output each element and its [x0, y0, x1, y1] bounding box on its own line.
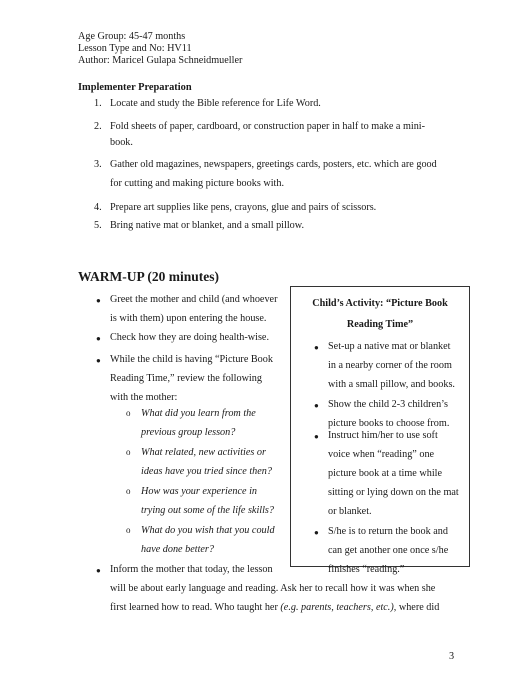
item-text-line: Fold sheets of paper, cardboard, or construction paper in half to make a mini-: [110, 121, 426, 132]
question-line: trying out some of the life skills?: [141, 505, 274, 516]
activity-line: in a nearby corner of the room: [328, 360, 452, 371]
sub-bullet-icon: o: [126, 486, 131, 496]
activity-line: sitting or lying down on the mat: [328, 487, 459, 498]
bullet-text-line: Greet the mother and child (and whoever: [110, 294, 278, 305]
activity-line: Instruct him/her to use soft: [328, 430, 438, 441]
activity-title-line: Reading Time”: [346, 319, 414, 330]
question-line: ideas have you tried since then?: [141, 466, 272, 477]
bullet-text-line: Inform the mother that today, the lesson: [110, 564, 273, 575]
page-number: 3: [449, 651, 455, 662]
question-line: What do you wish that you could: [141, 525, 275, 536]
activity-line: with a small pillow, and books.: [328, 379, 455, 390]
activity-line: Show the child 2-3 children’s: [328, 399, 448, 410]
author: Author: Maricel Gulapa Schneidmueller: [78, 55, 243, 66]
item-number: 4.: [94, 202, 102, 213]
activity-line: can get another one once s/he: [328, 545, 449, 556]
bullet-icon: ●: [314, 401, 319, 410]
bullet-icon: ●: [314, 343, 319, 352]
question-line: What did you learn from the: [141, 408, 256, 419]
child-activity-box: [290, 286, 470, 575]
item-number: 1.: [94, 98, 102, 109]
activity-line: voice when “reading” one: [328, 449, 435, 460]
sub-bullet-icon: o: [126, 447, 131, 457]
activity-line: Set-up a native mat or blanket: [328, 341, 451, 352]
bullet-text: Check how they are doing health-wise.: [110, 332, 269, 343]
question-line: previous group lesson?: [141, 427, 236, 438]
text-segment: first learned how to read. Who taught her: [110, 602, 281, 613]
bullet-text-line: will be about early language and reading. Ask her to recall how it was when she: [110, 583, 436, 594]
question-line: How was your experience in: [141, 486, 257, 497]
activity-line: or blanket.: [328, 506, 372, 517]
bullet-icon: ●: [96, 296, 101, 305]
bullet-icon: ●: [96, 334, 101, 343]
bullet-text-line: Reading Time,” review the following: [110, 373, 262, 384]
activity-line: picture book at a time while: [328, 468, 443, 479]
item-text-line: for cutting and making picture books with.: [110, 178, 285, 189]
sub-bullet-icon: o: [126, 525, 131, 535]
bullet-text-line: While the child is having “Picture Book: [110, 354, 273, 365]
bullet-icon: ●: [96, 356, 101, 365]
activity-title-line: Child’s Activity: “Picture Book: [312, 298, 448, 309]
bullet-icon: ●: [96, 566, 101, 575]
bullet-text-line: [110, 598, 439, 617]
item-text: Locate and study the Bible reference for Life Word.: [110, 98, 321, 109]
activity-line: S/he is to return the book and: [328, 526, 448, 537]
activity-line: picture books to choose from.: [328, 418, 450, 429]
item-text: Prepare art supplies like pens, crayons, glue and pairs of scissors.: [110, 202, 377, 213]
item-text: Bring native mat or blanket, and a small pillow.: [110, 220, 304, 231]
bullet-icon: ●: [314, 432, 319, 441]
bullet-icon: ●: [314, 528, 319, 537]
examples-italic: (e.g. parents, teachers, etc.): [280, 602, 394, 613]
preparation-title: Implementer Preparation: [78, 82, 192, 93]
activity-line: finishes “reading.”: [328, 564, 405, 575]
item-number: 3.: [94, 159, 102, 170]
item-number: 2.: [94, 121, 102, 132]
bullet-text-line: is with them) upon entering the house.: [110, 313, 267, 324]
lesson-type: Lesson Type and No: HV11: [78, 43, 192, 54]
item-number: 5.: [94, 220, 102, 231]
text-segment: , where did: [393, 602, 440, 613]
sub-bullet-icon: o: [126, 408, 131, 418]
question-line: have done better?: [141, 544, 214, 555]
item-text-line: Gather old magazines, newspapers, greetings cards, posters, etc. which are good: [110, 159, 437, 170]
age-group: Age Group: 45-47 months: [78, 31, 186, 42]
bullet-text-line: with the mother:: [110, 392, 178, 403]
question-line: What related, new activities or: [141, 447, 266, 458]
item-text-line: book.: [110, 137, 133, 148]
warmup-title: WARM-UP (20 minutes): [78, 269, 219, 284]
